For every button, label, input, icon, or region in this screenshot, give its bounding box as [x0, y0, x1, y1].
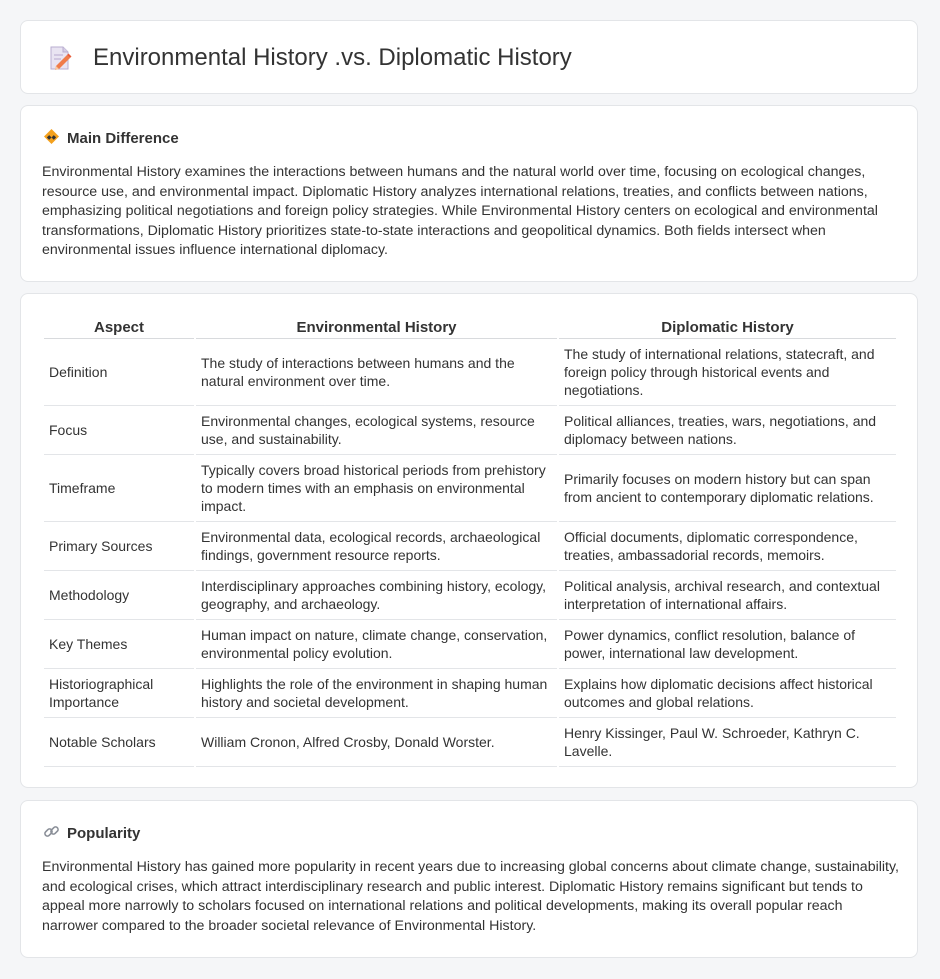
aspect-cell: Key Themes: [44, 620, 194, 669]
header-card: [20, 20, 918, 94]
popularity-title: Popularity: [67, 825, 141, 842]
environmental-cell: Environmental changes, ecological systems, resource use, and sustainability.: [196, 406, 557, 455]
diplomatic-cell: Political alliances, treaties, wars, negotiations, and diplomacy between nations.: [559, 406, 896, 455]
diplomatic-cell: Explains how diplomatic decisions affect historical outcomes and global relations.: [559, 669, 896, 718]
diplomatic-cell: Power dynamics, conflict resolution, balance of power, international law development.: [559, 620, 896, 669]
link-icon: [43, 823, 60, 844]
aspect-cell: Methodology: [44, 571, 194, 620]
popularity-text: Environmental History has gained more popularity in recent years due to increasing global concerns about climate change, sustainability, and ecological crises, which attract interdisciplinary research and public interest. Diplomatic History remains significant but tends to appeal more narrowly to scholars focused on international relations and political developments, making its overall popular reach narrower compared to the broader societal relevance of Environmental History.: [42, 859, 899, 934]
document-pencil-icon: [47, 45, 73, 71]
environmental-cell: The study of interactions between humans and the natural environment over time.: [196, 339, 557, 406]
aspect-cell: Timeframe: [44, 455, 194, 522]
table-row: [44, 522, 896, 571]
table-header-row: [44, 316, 896, 339]
table-row: [44, 339, 896, 406]
table-row: [44, 620, 896, 669]
aspect-cell: Notable Scholars: [44, 718, 194, 767]
main-difference-card: [20, 105, 918, 282]
environmental-cell: Typically covers broad historical periods from prehistory to modern times with an emphasis on environmental impact.: [196, 455, 557, 522]
environmental-cell: Human impact on nature, climate change, conservation, environmental policy evolution.: [196, 620, 557, 669]
table-row: [44, 406, 896, 455]
diplomatic-cell: The study of international relations, statecraft, and foreign policy through historical events and negotiations.: [559, 339, 896, 406]
environmental-cell: Interdisciplinary approaches combining history, ecology, geography, and archaeology.: [196, 571, 557, 620]
table-row: [44, 718, 896, 767]
aspect-cell: Historiographical Importance: [44, 669, 194, 718]
environmental-cell: Environmental data, ecological records, archaeological findings, government resource reports.: [196, 522, 557, 571]
diplomatic-cell: Primarily focuses on modern history but can span from ancient to contemporary diplomatic relations.: [559, 455, 896, 522]
page-title: Environmental History .vs. Diplomatic History: [93, 44, 572, 71]
diplomatic-cell: Official documents, diplomatic correspondence, treaties, ambassadorial records, memoirs.: [559, 522, 896, 571]
aspect-cell: Focus: [44, 406, 194, 455]
svg-text:◆◆: ◆◆: [46, 134, 57, 141]
environmental-cell: William Cronon, Alfred Crosby, Donald Worster.: [196, 718, 557, 767]
main-difference-heading: [43, 128, 179, 149]
main-difference-text: Environmental History examines the interactions between humans and the natural world over time, focusing on ecological changes, resource use, and environmental impact. Diplomatic History analyzes international relations, treaties, and conflicts between nations, emphasizing political negotiations and foreign policy strategies. While Environmental History centers on ecological and environmental transformations, Diplomatic History prioritizes state-to-state interactions and geopolitical dynamics. Both fields intersect when environmental issues influence international diplomacy.: [42, 164, 878, 259]
main-difference-title: Main Difference: [67, 130, 179, 147]
diplomatic-cell: Political analysis, archival research, and contextual interpretation of international affairs.: [559, 571, 896, 620]
comparison-table: [42, 316, 898, 767]
popularity-heading: [43, 823, 140, 844]
environmental-cell: Highlights the role of the environment in shaping human history and societal development.: [196, 669, 557, 718]
diamond-sign-icon: [43, 128, 60, 149]
column-header-diplomatic: Diplomatic History: [559, 316, 896, 339]
aspect-cell: Definition: [44, 339, 194, 406]
column-header-aspect: Aspect: [44, 316, 194, 339]
table-row: [44, 571, 896, 620]
table-row: [44, 455, 896, 522]
diplomatic-cell: Henry Kissinger, Paul W. Schroeder, Kathryn C. Lavelle.: [559, 718, 896, 767]
column-header-environmental: Environmental History: [196, 316, 557, 339]
aspect-cell: Primary Sources: [44, 522, 194, 571]
popularity-card: [20, 800, 918, 958]
table-row: [44, 669, 896, 718]
comparison-card: [20, 293, 918, 788]
